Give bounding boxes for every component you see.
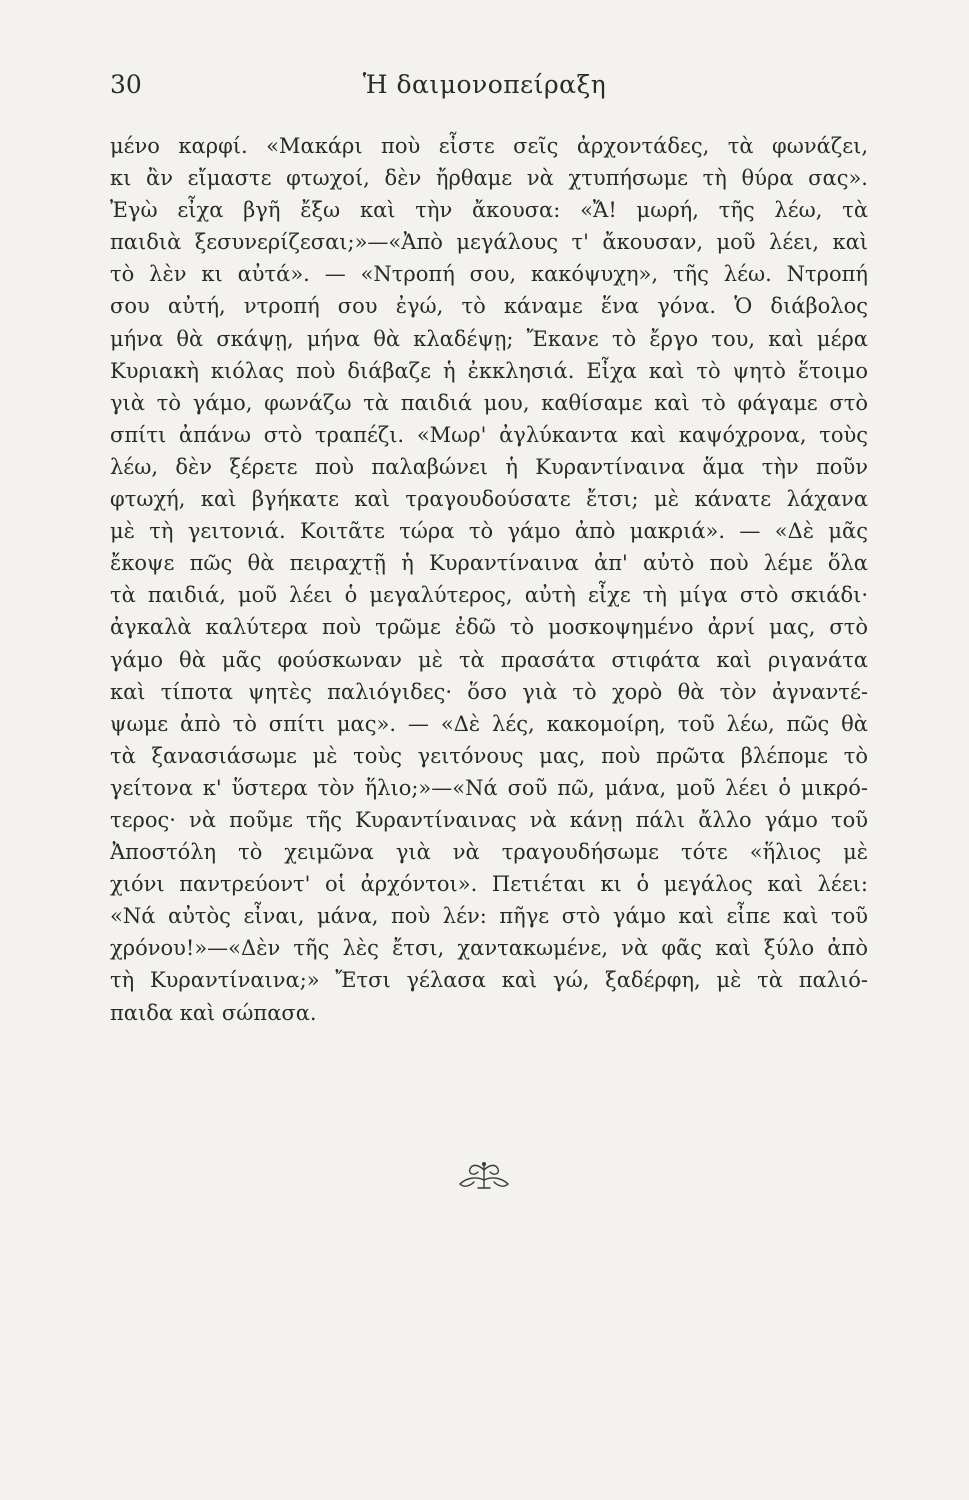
text-line: γείτονα κ' ὕστερα τὸν ἥλιο;»—«Νά σοῦ πῶ, μάνα, μοῦ λέει ὁ μικρό- [110, 775, 868, 800]
text-line: λέω, δὲν ξέρετε ποὺ παλαβώνει ἡ Κυραντίναινα ἅμα τὴν ποῦν [110, 454, 868, 479]
text-line: Ἀποστόλη τὸ χειμῶνα γιὰ νὰ τραγουδήσωμε τότε «ἥλιος μὲ [110, 840, 868, 865]
text-line: ἔκοψε πῶς θὰ πειραχτῇ ἡ Κυραντίναινα ἀπ' αὐτὸ ποὺ λέμε ὅλα [110, 551, 868, 576]
text-line: τὸ λὲν κι αὐτά». — «Ντροπή σου, κακόψυχη», τῆς λέω. Ντροπή [110, 262, 868, 287]
text-line: τὴ Κυραντίναινα;» Ἔτσι γέλασα καὶ γώ, ξαδέρφη, μὲ τὰ παλιό- [110, 968, 868, 993]
text-line: Κυριακὴ κιόλας ποὺ διάβαζε ἡ ἐκκλησιά. Εἶχα καὶ τὸ ψητὸ ἕτοιμο [110, 358, 868, 383]
text-line: σπίτι ἀπάνω στὸ τραπέζι. «Μωρ' ἀγλύκαντα καὶ καψόχρονα, τοὺς [110, 422, 868, 447]
text-line: ψωμε ἀπὸ τὸ σπίτι μας». — «Δὲ λές, κακομοίρη, τοῦ λέω, πῶς θὰ [110, 711, 868, 736]
text-line: Ἐγὼ εἶχα βγῆ ἔξω καὶ τὴν ἄκουσα: «Ἄ! μωρή, τῆς λέω, τὰ [110, 198, 868, 223]
text-line: τερος· νὰ ποῦμε τῆς Κυραντίναινας νὰ κάνῃ πάλι ἄλλο γάμο τοῦ [110, 807, 868, 832]
page-number: 30 [110, 70, 142, 99]
text-line: τὰ παιδιά, μοῦ λέει ὁ μεγαλύτερος, αὐτὴ εἶχε τὴ μίγα στὸ σκιάδι· [110, 583, 868, 608]
text-line: σου αὐτή, ντροπή σου ἐγώ, τὸ κάναμε ἕνα γόνα. Ὁ διάβολος [110, 294, 868, 319]
text-line: γιὰ τὸ γάμο, φωνάζω τὰ παιδιά μου, καθίσαμε καὶ τὸ φάγαμε στὸ [110, 390, 868, 415]
running-head: Ἡ δαιμονοπείραξη [362, 70, 607, 99]
text-line: χρόνου!»—«Δὲν τῆς λὲς ἔτσι, χαντακωμένε, νὰ φᾶς καὶ ξύλο ἀπὸ [110, 936, 868, 961]
text-line: γάμο θὰ μᾶς φούσκωναν μὲ τὰ πρασάτα στιφάτα καὶ ριγανάτα [110, 647, 868, 672]
text-line: τὰ ξανασιάσωμε μὲ τοὺς γειτόνους μας, ποὺ πρῶτα βλέπομε τὸ [110, 743, 868, 768]
text-line: κι ἂν εἴμαστε φτωχοί, δὲν ἤρθαμε νὰ χτυπήσωμε τὴ θύρα σας». [110, 166, 868, 191]
text-line: μὲ τὴ γειτονιά. Κοιτᾶτε τώρα τὸ γάμο ἀπὸ μακριά». — «Δὲ μᾶς [110, 519, 868, 544]
text-line: μήνα θὰ σκάψῃ, μήνα θὰ κλαδέψῃ; Ἔκανε τὸ ἔργο του, καὶ μέρα [110, 326, 868, 351]
fleuron-ornament-icon [454, 1160, 514, 1192]
text-line: παιδα καὶ σώπασα. [110, 1000, 317, 1025]
body-text [110, 130, 868, 1029]
text-line: μένο καρφί. «Μακάρι ποὺ εἶστε σεῖς ἀρχοντάδες, τὰ φωνάζει, [110, 134, 868, 158]
text-line: χιόνι παντρεύοντ' οἱ ἀρχόντοι». Πετιέται κι ὁ μεγάλος καὶ λέει: [110, 872, 868, 897]
text-line: καὶ τίποτα ψητὲς παλιόγιδες· ὅσο γιὰ τὸ χορὸ θὰ τὸν ἀγναντέ- [110, 679, 868, 704]
text-line: ἀγκαλὰ καλύτερα ποὺ τρῶμε ἐδῶ τὸ μοσκοψημένο ἀρνί μας, στὸ [110, 615, 868, 640]
text-line: φτωχή, καὶ βγήκατε καὶ τραγουδούσατε ἔτσι; μὲ κάνατε λάχανα [110, 487, 868, 512]
text-line: «Νά αὐτὸς εἶναι, μάνα, ποὺ λέν: πῆγε στὸ γάμο καὶ εἶπε καὶ τοῦ [110, 904, 868, 929]
text-line: παιδιὰ ξεσυνερίζεσαι;»—«Ἀπὸ μεγάλους τ' ἄκουσαν, μοῦ λέει, καὶ [110, 230, 868, 255]
